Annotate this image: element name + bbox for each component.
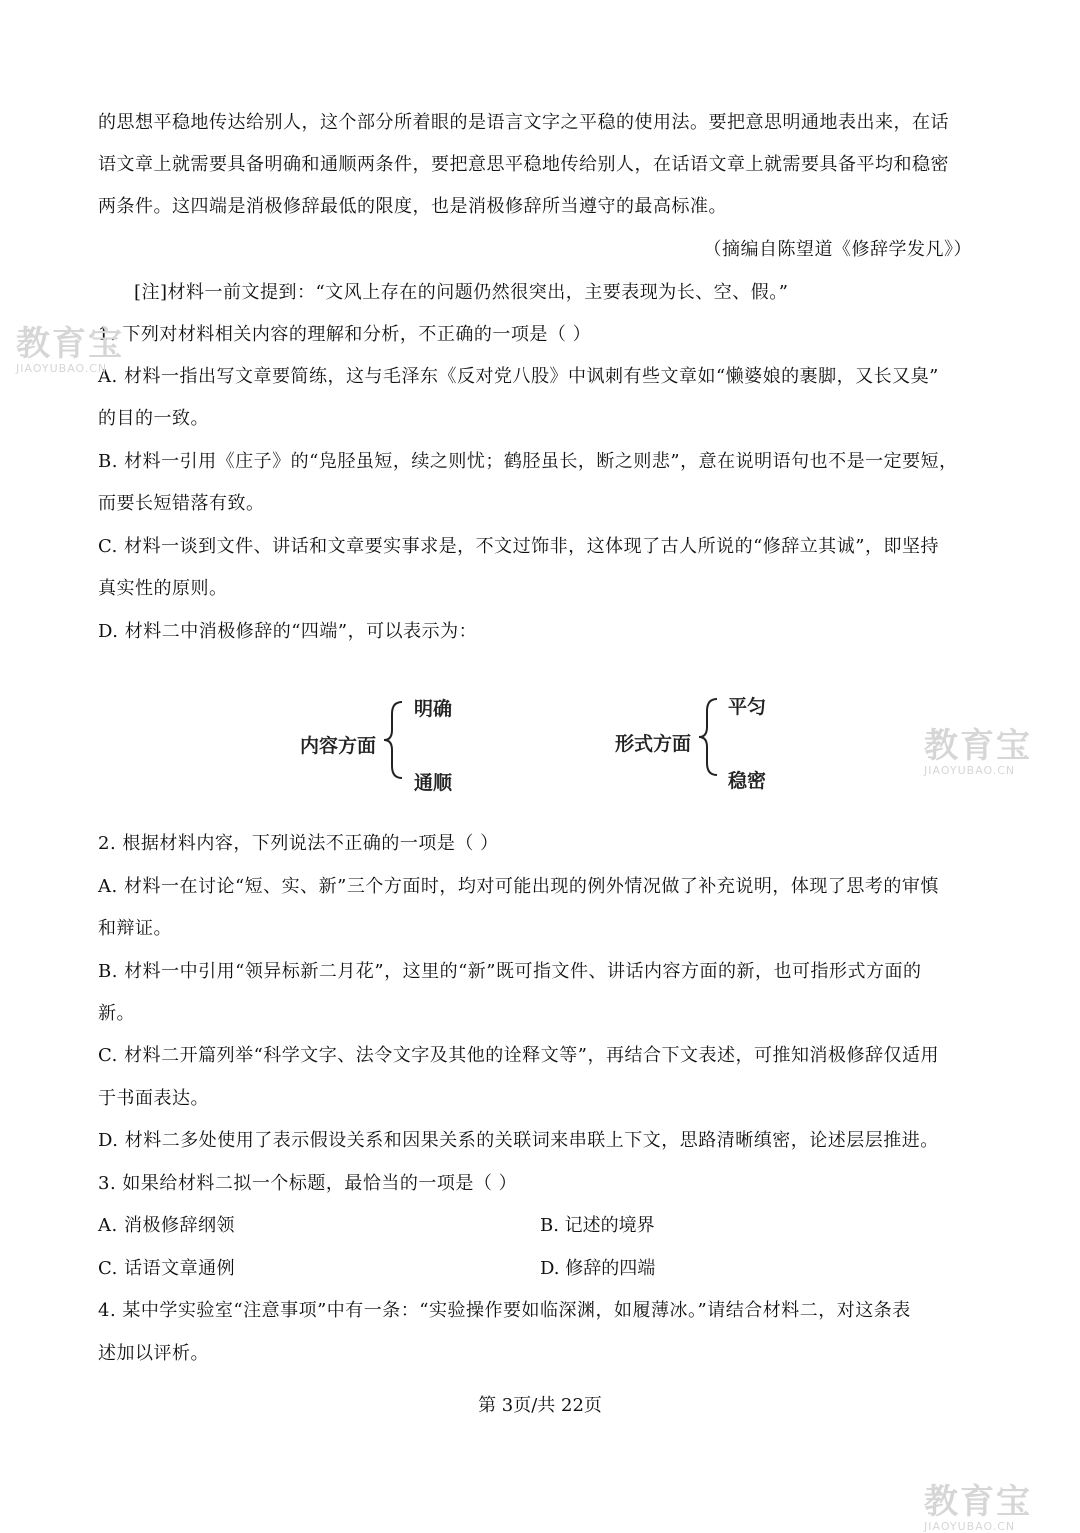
q2-option-a-cont: 和辩证。 — [98, 918, 172, 939]
q3-option-b: B. 记述的境界 — [540, 1215, 655, 1236]
diagram-left-head: 内容方面 — [300, 735, 377, 757]
q1-option-c: C. 材料一谈到文件、讲话和文章要实事求是，不文过饰非，这体现了古人所说的“修辞立其诚”，即坚持 — [98, 536, 939, 557]
q1-option-c-cont: 真实性的原则。 — [98, 578, 228, 599]
q1-option-b-cont: 而要长短错落有致。 — [98, 493, 265, 514]
q3-option-d: D. 修辞的四端 — [540, 1258, 656, 1279]
diagram-right-head: 形式方面 — [615, 733, 692, 755]
diagram-left-top: 明确 — [414, 698, 453, 720]
passage-line-1: 的思想平稳地传达给别人，这个部分所着眼的是语言文字之平稳的使用法。要把意思明通地表出来，在话 — [98, 112, 949, 133]
passage-source: （摘编自陈望道《修辞学发凡》） — [703, 239, 972, 260]
passage-note: [注]材料一前文提到：“文风上存在的问题仍然很突出，主要表现为长、空、假。” — [134, 282, 789, 303]
q3-option-a: A. 消极修辞纲领 — [98, 1215, 235, 1236]
watermark-logo: 教育宝 JIAOYUBAO.CN — [924, 726, 1032, 777]
q1-option-a-cont: 的目的一致。 — [98, 408, 209, 429]
q2-option-c-cont: 于书面表达。 — [98, 1088, 209, 1109]
diagram-right-top: 平匀 — [728, 696, 767, 718]
diagram-left-bottom: 通顺 — [414, 772, 453, 794]
q2-option-d: D. 材料二多处使用了表示假设关系和因果关系的关联词来串联上下文，思路清晰缜密，论述层层推进。 — [98, 1130, 939, 1151]
passage-line-2: 语文章上就需要具备明确和通顺两条件，要把意思平稳地传给别人，在话语文章上就需要具备平均和稳密 — [98, 154, 949, 175]
page-number: 第 3页/共 22页 — [478, 1395, 602, 1416]
q1-option-d: D. 材料二中消极修辞的“四端”，可以表示为： — [98, 621, 478, 642]
q1-option-b: B. 材料一引用《庄子》的“凫胫虽短，续之则忧；鹤胫虽长，断之则悲”，意在说明语句也不是一定要短， — [98, 451, 958, 472]
diagram-right-bottom: 稳密 — [728, 770, 767, 792]
q1-option-a: A. 材料一指出写文章要简练，这与毛泽东《反对党八股》中讽刺有些文章如“懒婆娘的裹脚，又长又臭” — [98, 366, 939, 387]
q3-stem: 3. 如果给材料二拟一个标题，最恰当的一项是（ ） — [98, 1173, 518, 1194]
q3-option-c: C. 话语文章通例 — [98, 1258, 236, 1279]
q4-stem-cont: 述加以评析。 — [98, 1343, 209, 1364]
q4-stem: 4. 某中学实验室“注意事项”中有一条：“实验操作要如临深渊，如履薄冰。”请结合材料二，对这条表 — [98, 1300, 911, 1321]
q1-stem: 1. 下列对材料相关内容的理解和分析，不正确的一项是（ ） — [98, 324, 592, 345]
watermark-logo: 教育宝 JIAOYUBAO.CN — [924, 1482, 1032, 1533]
q2-option-b-cont: 新。 — [98, 1003, 135, 1024]
watermark-logo: 教育宝 JIAOYUBAO.CN — [16, 324, 124, 375]
q2-stem: 2. 根据材料内容，下列说法不正确的一项是（ ） — [98, 833, 499, 854]
passage-line-3: 两条件。这四端是消极修辞最低的限度，也是消极修辞所当遵守的最高标准。 — [98, 196, 727, 217]
right-brace-icon — [697, 697, 721, 777]
q2-option-a: A. 材料一在讨论“短、实、新”三个方面时，均对可能出现的例外情况做了补充说明，体现了思考的审慎 — [98, 876, 939, 897]
left-brace-icon — [382, 700, 406, 780]
q2-option-b: B. 材料一中引用“领异标新二月花”，这里的“新”既可指文件、讲话内容方面的新，也可指形式方面的 — [98, 961, 922, 982]
q2-option-c: C. 材料二开篇列举“科学文字、法令文字及其他的诠释文等”，再结合下文表述，可推知消极修辞仅适用 — [98, 1045, 939, 1066]
